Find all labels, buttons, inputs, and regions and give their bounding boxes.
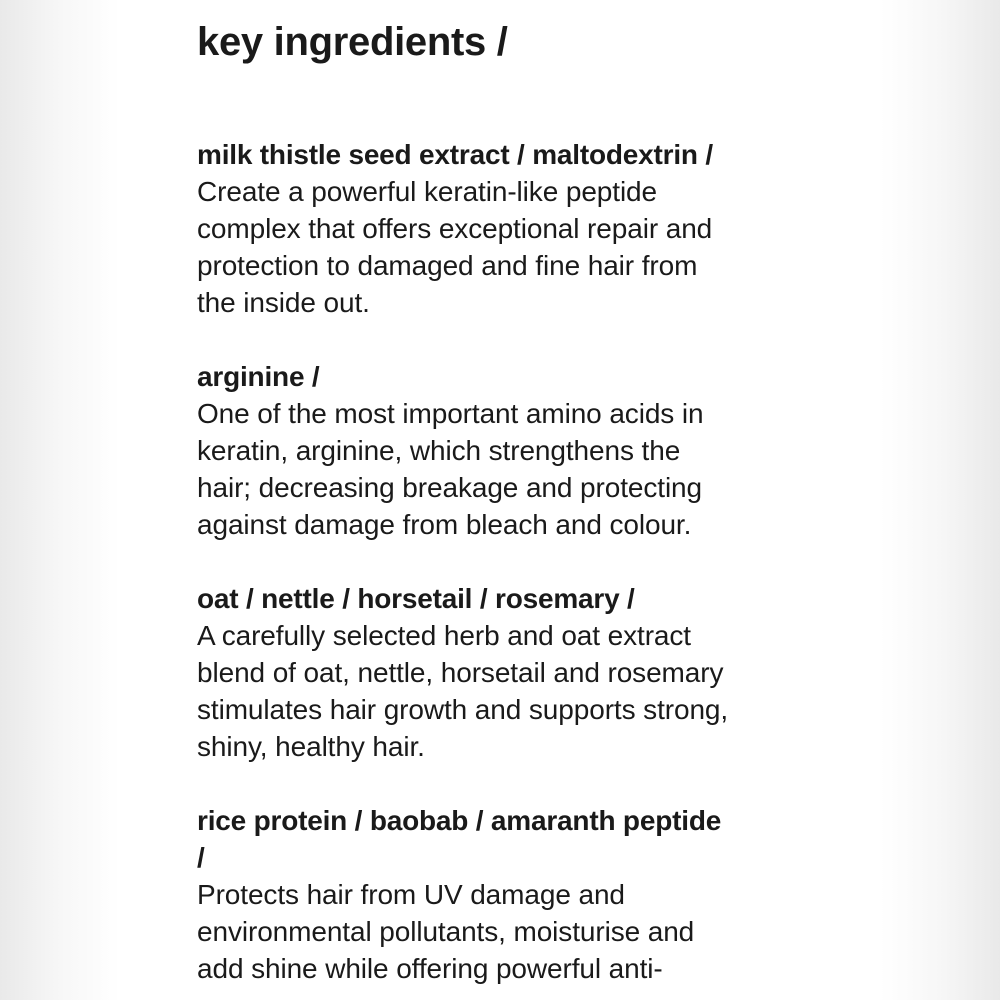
body-line: add shine while offering powerful anti-	[197, 953, 663, 984]
body-line: keratin, arginine, which strengthens the	[197, 435, 681, 466]
ingredient-section-oat-nettle	[197, 580, 837, 765]
body-line: stimulates hair growth and supports strong,	[197, 694, 729, 725]
ingredient-section-arginine	[197, 358, 837, 543]
section-title-line: rice protein / baobab / amaranth peptide	[197, 805, 722, 836]
body-line: blend of oat, nettle, horsetail and rosemary	[197, 657, 724, 688]
body-line: complex that offers exceptional repair and	[197, 213, 713, 244]
body-line: hair; decreasing breakage and protecting	[197, 472, 703, 503]
body-line: protection to damaged and fine hair from	[197, 250, 698, 281]
section-title	[197, 580, 837, 617]
section-title-line: arginine /	[197, 361, 320, 392]
body-line: One of the most important amino acids in	[197, 398, 704, 429]
section-body	[197, 173, 837, 321]
section-title-line: oat / nettle / horsetail / rosemary /	[197, 583, 635, 614]
page-title: key ingredients /	[197, 20, 508, 64]
body-line: environmental pollutants, moisturise and	[197, 916, 695, 947]
body-line: A carefully selected herb and oat extract	[197, 620, 691, 651]
section-body	[197, 876, 837, 987]
ingredient-section-milk-thistle	[197, 136, 837, 321]
section-title	[197, 358, 837, 395]
section-body	[197, 617, 837, 765]
section-title-line: /	[197, 842, 205, 873]
section-title-line: milk thistle seed extract / maltodextrin /	[197, 139, 713, 170]
body-line: against damage from bleach and colour.	[197, 509, 692, 540]
ingredients-content	[197, 16, 837, 987]
body-line: the inside out.	[197, 287, 370, 318]
ingredient-section-rice-protein	[197, 802, 837, 987]
body-line: shiny, healthy hair.	[197, 731, 425, 762]
body-line: Protects hair from UV damage and	[197, 879, 625, 910]
section-title	[197, 802, 837, 876]
section-body	[197, 395, 837, 543]
section-title	[197, 136, 837, 173]
body-line: Create a powerful keratin-like peptide	[197, 176, 658, 207]
